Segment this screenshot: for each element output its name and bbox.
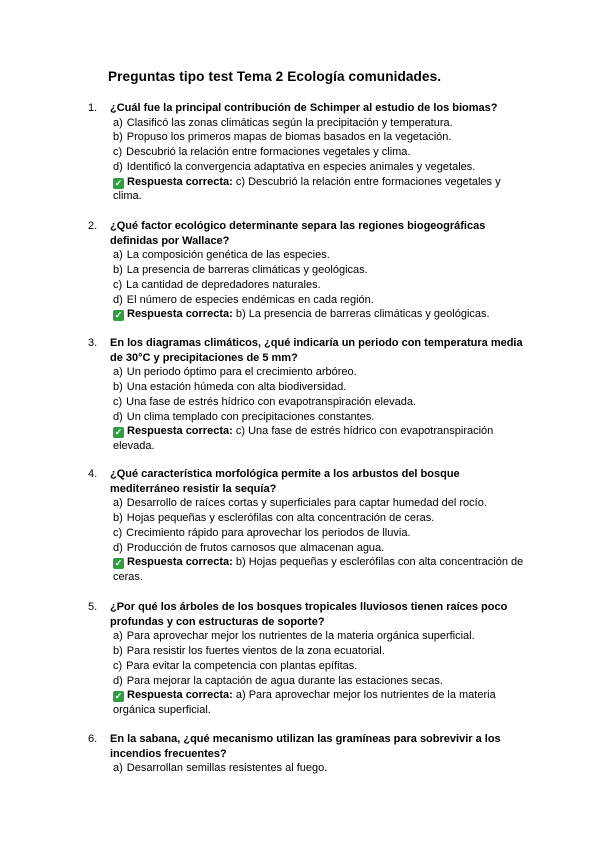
option-c: c) Crecimiento rápido para aprovechar los periodos de lluvia. — [113, 526, 411, 539]
option-d: d) Producción de frutos carnosos que almacenan agua. — [113, 541, 385, 554]
option-b: b) La presencia de barreras climáticas y geológicas. — [113, 264, 368, 277]
option-b: b) Propuso los primeros mapas de biomas basados en la vegetación. — [113, 131, 452, 144]
question-5 — [88, 600, 528, 718]
question-text: ¿Qué factor ecológico determinante separa las regiones biogeográficas definidas por Wallace? — [110, 220, 486, 247]
option-b: b) Una estación húmeda con alta biodiversidad. — [113, 381, 347, 394]
question-3 — [88, 336, 528, 454]
question-number: 6. — [88, 733, 98, 745]
correct-answer: ✓ Respuesta correcta: c) Descubrió la relación entre formaciones vegetales y clima. — [113, 175, 501, 203]
question-number: 5. — [88, 601, 98, 613]
option-d: d) El número de especies endémicas en cada región. — [113, 293, 374, 306]
question-6 — [88, 732, 528, 776]
question-2 — [88, 219, 528, 322]
option-a: a) Para aprovechar mejor los nutrientes de la materia orgánica superficial. — [113, 630, 475, 643]
question-text: ¿Qué característica morfológica permite a los arbustos del bosque mediterráneo resistir la sequía? — [110, 468, 460, 495]
correct-answer: ✓ Respuesta correcta: b) Hojas pequeñas y esclerófilas con alta concentración de ceras. — [113, 556, 524, 583]
check-mark-icon: ✓ — [114, 691, 123, 702]
check-mark-icon: ✓ — [114, 558, 123, 569]
check-mark-icon: ✓ — [114, 427, 123, 438]
check-mark-icon: ✓ — [114, 310, 123, 321]
option-d: d) Identificó la convergencia adaptativa en especies animales y vegetales. — [113, 160, 476, 173]
option-a: a) La composición genética de las especies. — [113, 249, 330, 262]
option-a: a) Desarrollan semillas resistentes al fuego. — [113, 762, 328, 775]
correct-answer: ✓ Respuesta correcta: a) Para aprovechar mejor los nutrientes de la materia orgánica superficial. — [113, 689, 496, 716]
question-number: 3. — [88, 337, 98, 349]
check-mark-icon: ✓ — [114, 177, 123, 188]
option-c: c) Para evitar la competencia con plantas epífitas. — [113, 659, 358, 672]
question-number: 2. — [88, 220, 98, 232]
option-a: a) Un periodo óptimo para el crecimiento arbóreo. — [113, 366, 357, 379]
question-text: ¿Cuál fue la principal contribución de Schimper al estudio de los biomas? — [110, 102, 498, 114]
option-a: a) Clasificó las zonas climáticas según la precipitación y temperatura. — [113, 116, 453, 129]
option-c: c) Descubrió la relación entre formaciones vegetales y clima. — [113, 146, 411, 159]
option-d: d) Un clima templado con precipitaciones constantes. — [113, 410, 375, 423]
option-d: d) Para mejorar la captación de agua durante las estaciones secas. — [113, 674, 443, 687]
page-title: Preguntas tipo test Tema 2 Ecología comunidades. — [108, 69, 442, 84]
option-a: a) Desarrollo de raíces cortas y superficiales para captar humedad del rocío. — [113, 497, 487, 510]
question-text: En la sabana, ¿qué mecanismo utilizan las gramíneas para sobrevivir a los incendios frecuentes? — [110, 733, 501, 760]
question-text: En los diagramas climáticos, ¿qué indicaría un periodo con temperatura media de 30°C y precipitaciones de 5 mm? — [110, 337, 523, 364]
question-number: 1. — [88, 102, 98, 114]
question-4 — [88, 467, 528, 585]
question-number: 4. — [88, 468, 98, 480]
correct-answer: ✓ Respuesta correcta: c) Una fase de estrés hídrico con evapotranspiración elevada. — [113, 425, 494, 452]
option-c: c) Una fase de estrés hídrico con evapotranspiración elevada. — [113, 395, 417, 408]
question-1 — [88, 101, 528, 204]
option-b: b) Para resistir los fuertes vientos de la zona ecuatorial. — [113, 645, 385, 658]
question-text: ¿Por qué los árboles de los bosques tropicales lluviosos tienen raíces poco profundas y con estructuras de soporte? — [110, 601, 508, 628]
option-c: c) La cantidad de depredadores naturales. — [113, 278, 321, 291]
correct-answer: ✓ Respuesta correcta: b) La presencia de barreras climáticas y geológicas. — [114, 308, 490, 321]
option-b: b) Hojas pequeñas y esclerófilas con alta concentración de ceras. — [113, 512, 435, 525]
